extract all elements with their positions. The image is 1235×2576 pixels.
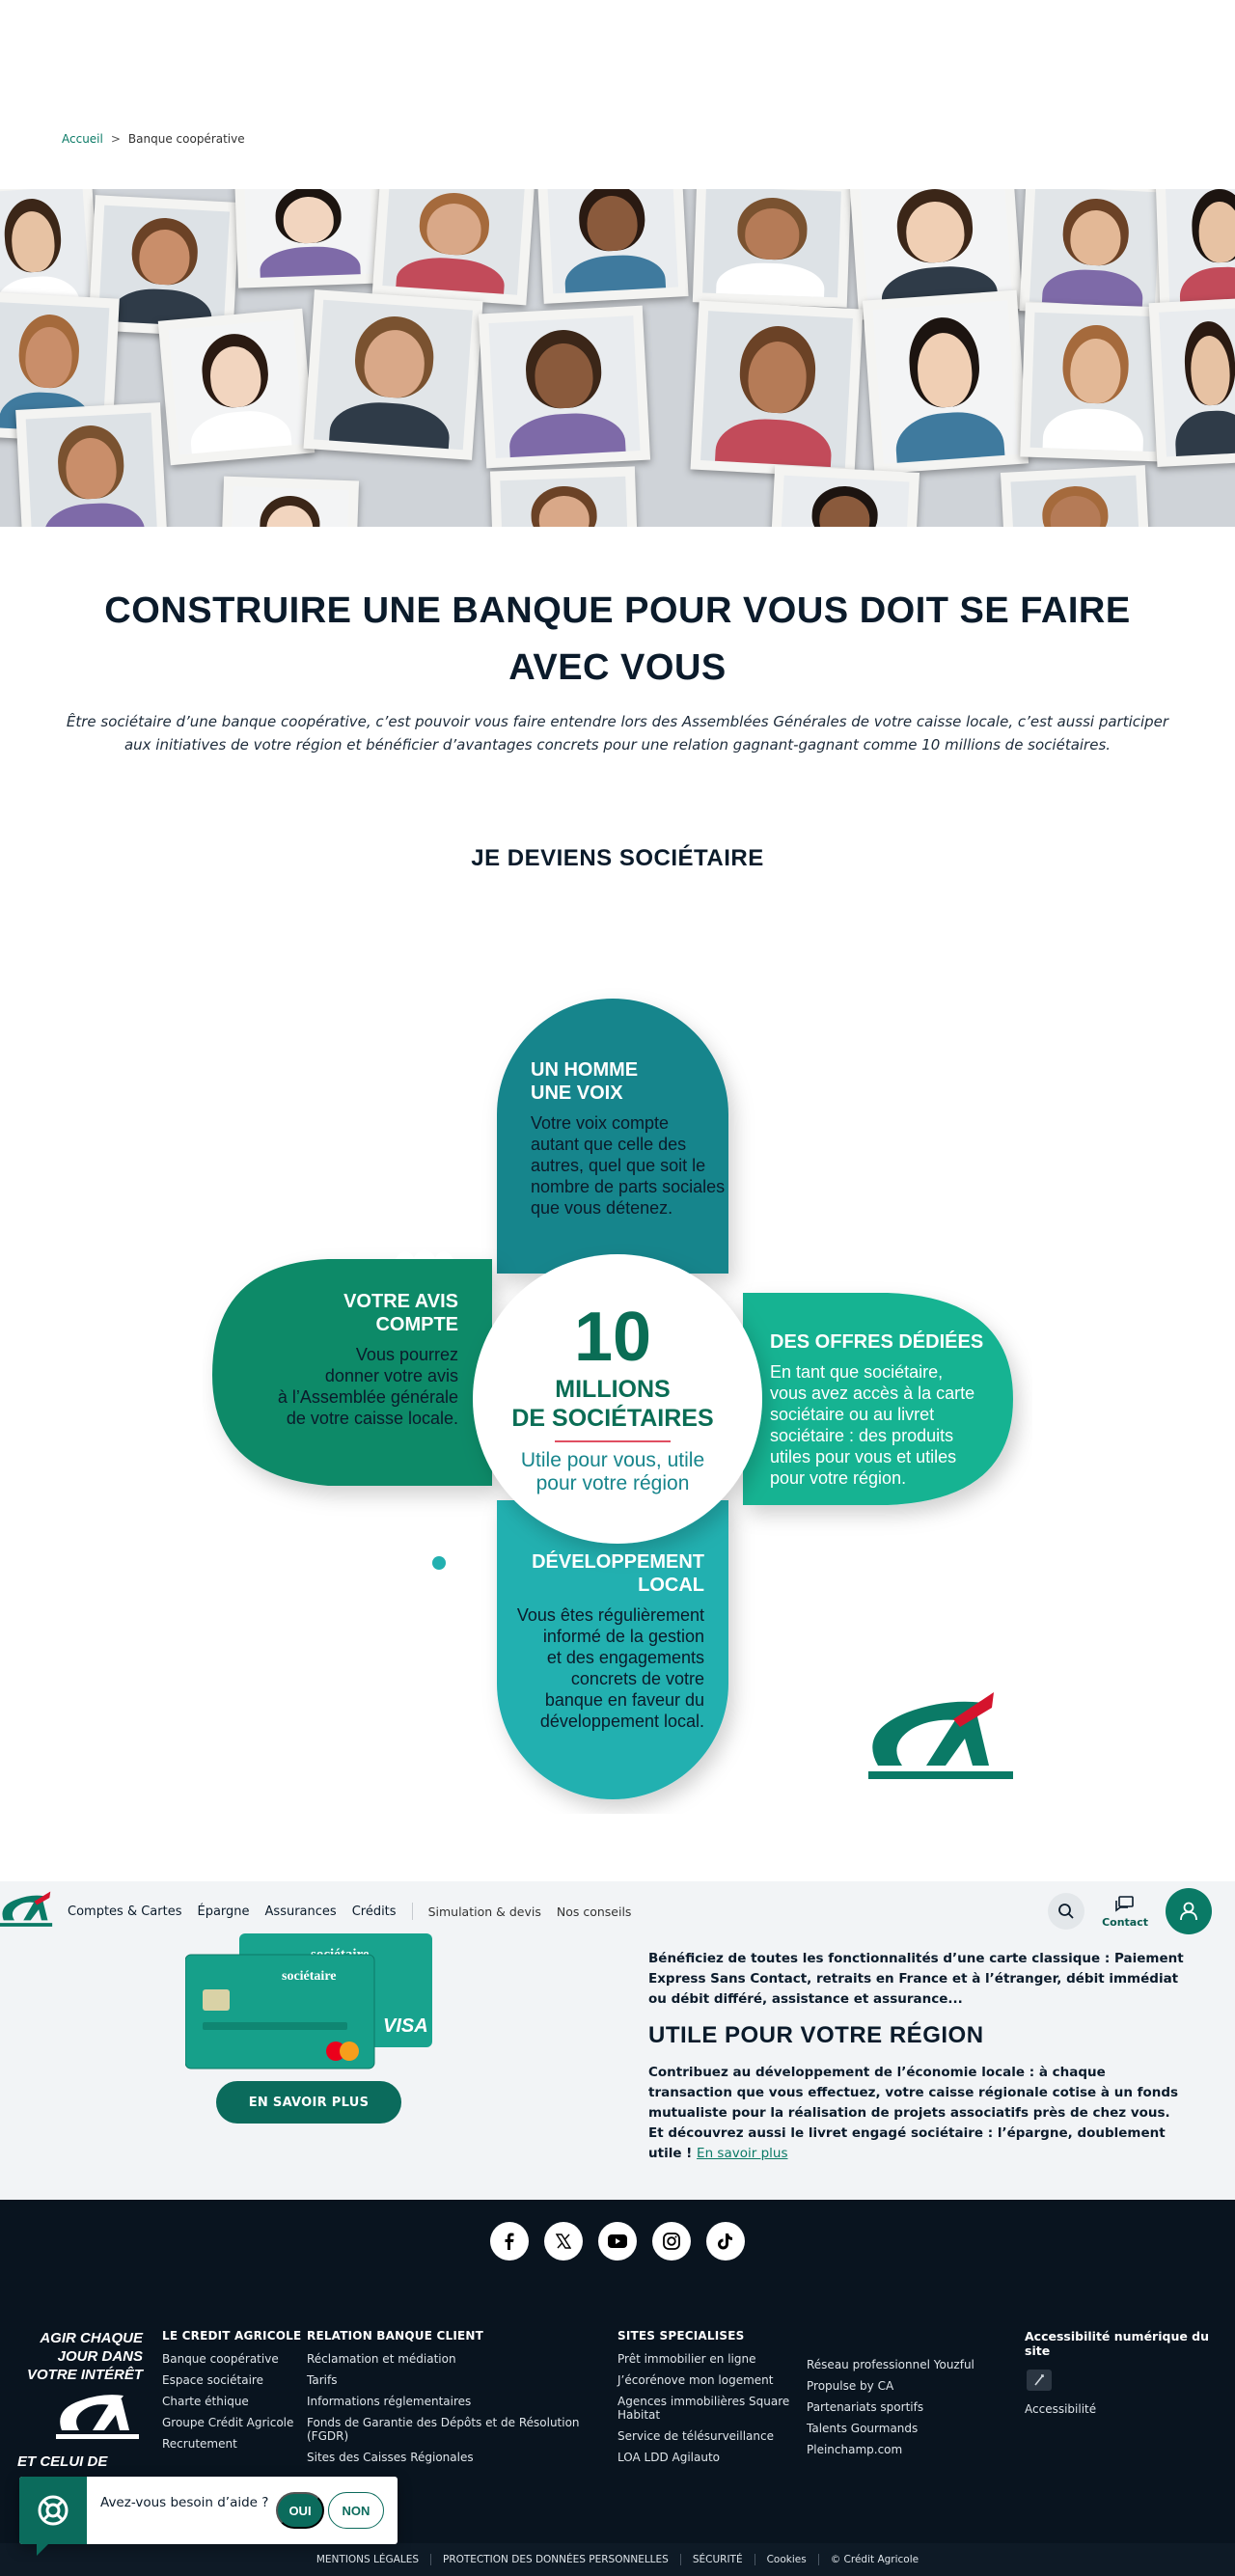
petal-right-text-5: pour votre région. — [770, 1468, 907, 1488]
hero-portrait — [863, 290, 1029, 475]
hero-portrait — [1149, 297, 1235, 467]
hero-portrait — [1155, 189, 1235, 316]
footer-link[interactable]: Recrutement — [162, 2437, 237, 2451]
credit-agricole-logo — [868, 1692, 1013, 1779]
footer-link[interactable]: Informations réglementaires — [307, 2395, 472, 2408]
footer-link[interactable]: Agences immobilières Square Habitat — [618, 2395, 790, 2422]
visa-logo: VISA — [383, 2015, 428, 2037]
footer-link[interactable]: Partenariats sportifs — [807, 2400, 924, 2414]
nav-credits[interactable]: Crédits — [351, 1904, 397, 1919]
petal-left-text-1: donner votre avis — [324, 1366, 458, 1385]
footer-col2-title: RELATION BANQUE CLIENT — [307, 2329, 484, 2343]
ca-logo-icon[interactable] — [0, 1890, 54, 1932]
petal-top-text-4: que vous détenez. — [531, 1198, 673, 1218]
account-button[interactable] — [1166, 1888, 1212, 1934]
hero-portrait — [536, 189, 688, 304]
petal-top-title2: UNE VOIX — [531, 1082, 623, 1104]
nav-comptes-cartes[interactable]: Comptes & Cartes — [68, 1904, 182, 1919]
securite-link[interactable]: SÉCURITÉ — [692, 2554, 743, 2565]
footer-col-partners — [807, 2358, 1000, 2464]
card-benefits-text: Bénéficiez de toutes les fonctionnalités d’une carte classique : Paiement Express Sans Contact, retraits en France et à l’étranger, débit immédiat ou débit différé, assistance et assurance... — [648, 1951, 1184, 2007]
nav-divider — [412, 1903, 413, 1920]
center-number: 10 — [573, 1299, 652, 1376]
center-line2: DE SOCIÉTAIRES — [511, 1405, 714, 1432]
copyright: © Crédit Agricole — [830, 2554, 919, 2565]
footer-link[interactable]: Charte éthique — [162, 2395, 249, 2408]
search-button[interactable] — [1048, 1893, 1084, 1930]
petal-bottom-title2: LOCAL — [638, 1575, 704, 1596]
petal-right-text-1: vous avez accès à la carte — [770, 1384, 975, 1403]
instagram-icon[interactable] — [652, 2222, 691, 2261]
nav-nos-conseils[interactable]: Nos conseils — [556, 1904, 632, 1919]
petal-right-text-3: sociétaire : des produits — [770, 1426, 954, 1445]
region-en-savoir-plus-link[interactable]: En savoir plus — [697, 2146, 788, 2161]
help-no-button[interactable]: NON — [328, 2492, 384, 2529]
footer-logo — [17, 2329, 143, 2471]
petal-right-text-4: utiles pour vous et utiles — [770, 1447, 957, 1466]
petal-right-title: DES OFFRES DÉDIÉES — [770, 1331, 984, 1353]
location-pin-icon — [420, 1544, 458, 1600]
footer-tagline-2: ET CELUI DE — [17, 2453, 108, 2470]
megaphone-icon — [755, 1192, 812, 1232]
hero-portrait — [15, 402, 168, 527]
petal-bottom-title1: DÉVELOPPEMENT — [532, 1551, 704, 1573]
footer-link[interactable]: J’écorénove mon logement — [618, 2373, 774, 2387]
petal-right-text-2: sociétaire ou au livret — [770, 1405, 935, 1424]
hero-portrait — [234, 189, 383, 288]
nav-epargne[interactable]: Épargne — [197, 1904, 250, 1919]
hero-portrait — [479, 306, 650, 469]
petal-bottom-text-0: Vous êtes régulièrement — [516, 1605, 704, 1625]
hero-portrait — [691, 301, 864, 479]
footer-link[interactable]: Service de télésurveillance — [618, 2429, 774, 2443]
page-title: CONSTRUIRE UNE BANQUE POUR VOUS DOIT SE FAIRE AVEC VOUS — [104, 590, 1131, 688]
front-card-label: sociétaire — [282, 1969, 337, 1984]
hero-portrait — [490, 466, 639, 527]
intro-text: Être sociétaire d’une banque coopérative, c’est pouvoir vous faire entendre lors des Assemblées Générales de votre caisse locale, c’est aussi participer aux initiatives de votre région et bénéficier d’avantages concrets pour une relation gagnant-gagnant comme 10 millions de sociétaires. — [66, 713, 1169, 754]
help-assistant-button[interactable] — [19, 2477, 87, 2544]
x-twitter-icon[interactable] — [544, 2222, 583, 2261]
main-navbar — [0, 1881, 1235, 1941]
petal-bottom-text-4: banque en faveur du — [544, 1690, 704, 1710]
search-icon — [1057, 1903, 1075, 1920]
footer-link[interactable]: Talents Gourmands — [807, 2422, 919, 2435]
petal-top-text-2: autres, quel que soit le — [531, 1156, 706, 1175]
breadcrumb-current: Banque coopérative — [127, 132, 245, 146]
petal-top-title1: UN HOMME — [531, 1059, 639, 1081]
help-bubble-tail — [37, 2542, 50, 2556]
help-yes-button[interactable]: OUI — [276, 2492, 324, 2529]
social-links — [490, 2222, 745, 2261]
societaire-card-image — [185, 1933, 436, 2078]
footer-link[interactable]: Espace sociétaire — [162, 2373, 263, 2387]
footer-tagline: AGIR CHAQUE JOUR DANS VOTRE INTÉRÊT — [26, 2330, 143, 2383]
hero-portrait — [693, 189, 851, 308]
protection-donnees-link[interactable]: PROTECTION DES DONNÉES PERSONNELLES — [443, 2554, 669, 2565]
petal-left-text-2: à l’Assemblée générale — [277, 1387, 458, 1407]
footer-link[interactable]: Fonds de Garantie des Dépôts et de Résolution (FGDR) — [307, 2416, 580, 2443]
region-title: UTILE POUR VOTRE RÉGION — [648, 2022, 984, 2048]
petal-top-text-0: Votre voix compte — [531, 1113, 670, 1133]
footer-col-relation-client — [307, 2329, 606, 2472]
region-text-2: Et découvrez aussi le livret engagé sociétaire : l’épargne, doublement utile ! — [648, 2125, 1166, 2161]
societaire-infographic — [203, 974, 1032, 1814]
nav-simulation-devis[interactable]: Simulation & devis — [427, 1904, 541, 1919]
help-question: Avez-vous besoin d’aide ? — [100, 2495, 269, 2510]
footer-col-sites-specialises — [618, 2329, 791, 2472]
petal-left-title1: VOTRE AVIS — [343, 1291, 458, 1312]
cookies-link[interactable]: Cookies — [766, 2554, 807, 2565]
footer-col1-title: LE CREDIT AGRICOLE — [162, 2329, 302, 2343]
hero-photo-collage — [0, 189, 1235, 527]
center-tagline1: Utile pour vous, utile — [520, 1449, 705, 1471]
hero-portrait — [1001, 465, 1151, 527]
facebook-icon[interactable] — [490, 2222, 529, 2261]
hero-portrait — [158, 309, 316, 466]
help-widget — [19, 2477, 398, 2544]
footer-accessibility — [1025, 2329, 1235, 2417]
hero-portrait — [303, 289, 482, 460]
breadcrumb — [62, 132, 245, 146]
footer-link[interactable]: Réseau professionnel Youzful — [807, 2358, 974, 2371]
footer-link[interactable]: Pleinchamp.com — [807, 2443, 903, 2456]
lifebuoy-icon — [37, 2494, 69, 2527]
petal-bottom-text-5: développement local. — [539, 1712, 704, 1731]
user-icon — [1178, 1901, 1199, 1922]
footer-link[interactable]: LOA LDD Agilauto — [618, 2451, 720, 2464]
en-savoir-plus-button[interactable]: EN SAVOIR PLUS — [216, 2081, 401, 2124]
footer-link[interactable]: Réclamation et médiation — [307, 2352, 456, 2366]
accessibility-title: Accessibilité numérique du site — [1025, 2329, 1210, 2358]
footer-link[interactable]: Prêt immobilier en ligne — [618, 2352, 756, 2366]
petal-bottom-text-2: et des engagements — [546, 1648, 704, 1667]
center-line1: MILLIONS — [555, 1376, 671, 1403]
footer-col3-title: SITES SPECIALISES — [618, 2329, 745, 2343]
hero-portrait — [372, 189, 535, 305]
legal-bar — [0, 2543, 1235, 2576]
section-title-societaire: JE DEVIENS SOCIÉTAIRE — [471, 845, 764, 871]
accessibility-icon — [1027, 2370, 1052, 2391]
petal-bottom-text-1: informé de la gestion — [542, 1627, 704, 1646]
footer-col-credit-agricole — [162, 2329, 301, 2458]
footer-link[interactable]: Groupe Crédit Agricole — [162, 2416, 294, 2429]
hero-portrait — [220, 477, 359, 527]
youtube-icon[interactable] — [598, 2222, 637, 2261]
region-text-block — [648, 2063, 1189, 2164]
breadcrumb-separator: > — [110, 132, 121, 146]
petal-bottom-text-3: concrets de votre — [570, 1669, 704, 1688]
hero-portrait — [1019, 189, 1170, 318]
footer-link[interactable]: Propulse by CA — [807, 2379, 894, 2393]
petal-right-text-0: En tant que sociétaire, — [770, 1362, 944, 1382]
people-icon — [396, 1228, 453, 1259]
nav-assurances[interactable]: Assurances — [264, 1904, 337, 1919]
ca-footer-logo-icon — [56, 2390, 143, 2444]
footer-link[interactable]: Sites des Caisses Régionales — [307, 2451, 474, 2464]
footer-link[interactable]: Banque coopérative — [162, 2352, 279, 2366]
petal-left-title2: COMPTE — [375, 1314, 458, 1335]
contact-button[interactable] — [1102, 1895, 1148, 1929]
star-icon — [773, 1544, 819, 1588]
petal-top-text-1: autant que celle des — [531, 1135, 687, 1154]
region-text: Contribuez au développement de l’économie locale : à chaque transaction que vous effectuez, votre caisse régionale cotise à un fonds mutualiste pour la réalisation de projets associatifs près de chez vous. — [648, 2065, 1179, 2121]
contact-label: Contact — [1102, 1915, 1148, 1929]
petal-top-text-3: nombre de parts sociales — [531, 1177, 726, 1196]
hero-portrait — [769, 465, 919, 527]
hero-portrait — [1020, 302, 1169, 461]
tiktok-icon[interactable] — [706, 2222, 745, 2261]
footer-link[interactable]: Tarifs — [307, 2373, 338, 2387]
breadcrumb-home-link[interactable]: Accueil — [62, 132, 103, 146]
mentions-legales-link[interactable]: MENTIONS LÉGALES — [316, 2554, 419, 2565]
petal-left-text-3: de votre caisse locale. — [286, 1409, 458, 1428]
accessibility-link[interactable]: Accessibilité — [1025, 2402, 1097, 2416]
petal-left-text-0: Vous pourrez — [355, 1345, 458, 1364]
chat-icon — [1114, 1895, 1136, 1914]
center-tagline2: pour votre région — [535, 1472, 690, 1494]
